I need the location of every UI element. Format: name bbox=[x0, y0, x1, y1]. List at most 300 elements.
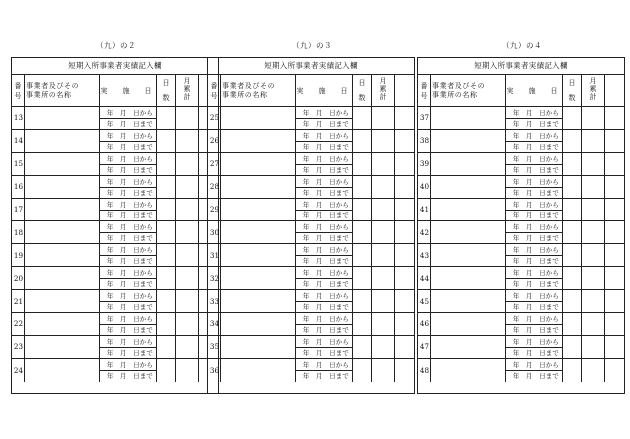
monthly-total-cell[interactable] bbox=[372, 176, 395, 198]
table-row bbox=[208, 199, 414, 222]
business-name-cell[interactable] bbox=[431, 176, 506, 198]
business-name-cell[interactable] bbox=[25, 176, 100, 198]
header-days bbox=[353, 75, 372, 106]
row-number: 16 bbox=[12, 176, 25, 198]
date-from-field[interactable]: 年 月 日から bbox=[100, 107, 156, 119]
business-name-cell[interactable] bbox=[431, 107, 506, 129]
monthly-total-cell[interactable] bbox=[372, 244, 395, 266]
date-to-field[interactable]: 年 月 日まで bbox=[106, 165, 153, 174]
blank-cell[interactable] bbox=[605, 176, 624, 198]
date-to-field[interactable]: 年 月 日まで bbox=[302, 372, 349, 381]
days-cell[interactable] bbox=[353, 199, 372, 221]
blank-cell[interactable] bbox=[395, 221, 414, 243]
table-row bbox=[208, 336, 414, 359]
date-from-field[interactable]: 年 月 日から bbox=[296, 313, 352, 325]
header-business-name bbox=[431, 75, 506, 106]
implementation-date-cell bbox=[100, 130, 157, 152]
date-from-field[interactable]: 年 月 日から bbox=[100, 244, 156, 256]
monthly-total-cell[interactable] bbox=[176, 244, 199, 266]
row-number: 32 bbox=[208, 267, 221, 289]
table-row bbox=[12, 199, 218, 222]
days-cell[interactable] bbox=[563, 244, 582, 266]
date-from-field[interactable]: 年 月 日から bbox=[100, 359, 156, 371]
monthly-total-cell[interactable] bbox=[582, 130, 605, 152]
table-body bbox=[208, 107, 414, 382]
days-cell[interactable] bbox=[563, 313, 582, 335]
table-header bbox=[208, 75, 414, 107]
days-cell[interactable] bbox=[563, 130, 582, 152]
business-name-cell[interactable] bbox=[221, 221, 296, 243]
blank-cell[interactable] bbox=[395, 336, 414, 358]
days-cell[interactable] bbox=[157, 290, 176, 312]
monthly-total-cell[interactable] bbox=[582, 359, 605, 382]
monthly-total-cell[interactable] bbox=[176, 199, 199, 221]
header-month-char: 計 bbox=[183, 93, 191, 101]
business-name-cell[interactable] bbox=[25, 359, 100, 382]
table-row bbox=[12, 267, 218, 290]
date-from-field[interactable]: 年 月 日から bbox=[100, 221, 156, 233]
days-cell[interactable] bbox=[157, 221, 176, 243]
blank-cell[interactable] bbox=[605, 336, 624, 358]
date-from-field[interactable]: 年 月 日から bbox=[506, 199, 562, 211]
header-implementation-date: 実 施 日 bbox=[506, 75, 563, 106]
business-name-cell[interactable] bbox=[25, 107, 100, 129]
row-number: 38 bbox=[418, 130, 431, 152]
monthly-total-cell[interactable] bbox=[176, 153, 199, 175]
record-table bbox=[207, 57, 415, 394]
business-name-cell[interactable] bbox=[221, 290, 296, 312]
date-from-field[interactable]: 年 月 日から bbox=[296, 244, 352, 256]
business-name-cell[interactable] bbox=[431, 221, 506, 243]
days-cell[interactable] bbox=[563, 221, 582, 243]
business-name-cell[interactable] bbox=[431, 244, 506, 266]
business-name-cell[interactable] bbox=[431, 313, 506, 335]
days-cell[interactable] bbox=[563, 107, 582, 129]
monthly-total-cell[interactable] bbox=[176, 336, 199, 358]
days-cell[interactable] bbox=[563, 359, 582, 382]
monthly-total-cell[interactable] bbox=[372, 107, 395, 129]
date-to-field[interactable]: 年 月 日まで bbox=[106, 119, 153, 128]
implementation-date-cell bbox=[100, 199, 157, 221]
monthly-total-cell[interactable] bbox=[176, 176, 199, 198]
table-row bbox=[418, 359, 624, 382]
date-from-field[interactable]: 年 月 日から bbox=[296, 336, 352, 348]
days-cell[interactable] bbox=[353, 359, 372, 382]
date-from-field[interactable]: 年 月 日から bbox=[100, 267, 156, 279]
header-days-char: 日 bbox=[162, 79, 170, 87]
date-from-field[interactable]: 年 月 日から bbox=[296, 290, 352, 302]
monthly-total-cell[interactable] bbox=[582, 267, 605, 289]
blank-cell[interactable] bbox=[395, 130, 414, 152]
days-cell[interactable] bbox=[563, 267, 582, 289]
row-number: 27 bbox=[208, 153, 221, 175]
days-cell[interactable] bbox=[157, 359, 176, 382]
date-to-field[interactable]: 年 月 日まで bbox=[106, 372, 153, 381]
business-name-cell[interactable] bbox=[221, 267, 296, 289]
table-row bbox=[418, 130, 624, 153]
implementation-date-cell bbox=[100, 107, 157, 129]
date-from-field[interactable]: 年 月 日から bbox=[296, 153, 352, 165]
business-name-cell[interactable] bbox=[221, 313, 296, 335]
monthly-total-cell[interactable] bbox=[582, 176, 605, 198]
date-to-field[interactable]: 年 月 日まで bbox=[512, 325, 559, 334]
row-number: 40 bbox=[418, 176, 431, 198]
days-cell[interactable] bbox=[157, 153, 176, 175]
date-from-field[interactable]: 年 月 日から bbox=[506, 130, 562, 142]
monthly-total-cell[interactable] bbox=[372, 221, 395, 243]
monthly-total-cell[interactable] bbox=[176, 290, 199, 312]
date-to-field[interactable]: 年 月 日まで bbox=[302, 234, 349, 243]
header-days bbox=[157, 75, 176, 106]
date-to-field[interactable]: 年 月 日まで bbox=[512, 280, 559, 289]
days-cell[interactable] bbox=[563, 290, 582, 312]
table-row bbox=[418, 107, 624, 130]
date-to-field[interactable]: 年 月 日まで bbox=[106, 303, 153, 312]
table-title: 短期入所事業者実績記入欄 bbox=[208, 58, 414, 75]
monthly-total-cell[interactable] bbox=[372, 267, 395, 289]
header-name-line: 事業者及びその bbox=[222, 81, 276, 90]
date-from-field[interactable]: 年 月 日から bbox=[506, 313, 562, 325]
implementation-date-cell bbox=[296, 244, 353, 266]
monthly-total-cell[interactable] bbox=[582, 107, 605, 129]
implementation-date-cell bbox=[296, 313, 353, 335]
header-name-line: 事業者及びその bbox=[26, 81, 80, 90]
days-cell[interactable] bbox=[353, 244, 372, 266]
date-to-field[interactable]: 年 月 日まで bbox=[512, 234, 559, 243]
header-implementation-date: 実 施 日 bbox=[296, 75, 353, 106]
header-number-char: 番 bbox=[14, 81, 22, 90]
blank-cell[interactable] bbox=[395, 199, 414, 221]
date-from-field[interactable]: 年 月 日から bbox=[506, 221, 562, 233]
days-cell[interactable] bbox=[353, 336, 372, 358]
monthly-total-cell[interactable] bbox=[372, 130, 395, 152]
monthly-total-cell[interactable] bbox=[372, 313, 395, 335]
date-from-field[interactable]: 年 月 日から bbox=[506, 336, 562, 348]
business-name-cell[interactable] bbox=[221, 107, 296, 129]
date-to-field[interactable]: 年 月 日まで bbox=[106, 348, 153, 357]
row-number: 21 bbox=[12, 290, 25, 312]
row-number: 41 bbox=[418, 199, 431, 221]
business-name-cell[interactable] bbox=[221, 176, 296, 198]
blank-cell[interactable] bbox=[395, 244, 414, 266]
days-cell[interactable] bbox=[157, 130, 176, 152]
monthly-total-cell[interactable] bbox=[176, 359, 199, 382]
header-days-char: 数 bbox=[162, 94, 170, 102]
table-row bbox=[12, 336, 218, 359]
date-to-field[interactable]: 年 月 日まで bbox=[512, 142, 559, 151]
table-row bbox=[12, 290, 218, 313]
panel-caption: （九）の３ bbox=[292, 41, 332, 50]
blank-cell[interactable] bbox=[605, 130, 624, 152]
date-from-field[interactable]: 年 月 日から bbox=[506, 267, 562, 279]
date-to-field[interactable]: 年 月 日まで bbox=[512, 372, 559, 381]
business-name-cell[interactable] bbox=[221, 359, 296, 382]
date-to-field[interactable]: 年 月 日まで bbox=[512, 303, 559, 312]
date-to-field[interactable]: 年 月 日まで bbox=[512, 348, 559, 357]
business-name-cell[interactable] bbox=[25, 290, 100, 312]
implementation-date-cell bbox=[506, 221, 563, 243]
implementation-date-cell bbox=[296, 199, 353, 221]
header-days bbox=[563, 75, 582, 106]
monthly-total-cell[interactable] bbox=[372, 336, 395, 358]
row-number: 42 bbox=[418, 221, 431, 243]
business-name-cell[interactable] bbox=[25, 267, 100, 289]
business-name-cell[interactable] bbox=[431, 199, 506, 221]
days-cell[interactable] bbox=[157, 199, 176, 221]
blank-cell[interactable] bbox=[395, 107, 414, 129]
date-to-field[interactable]: 年 月 日まで bbox=[106, 188, 153, 197]
monthly-total-cell[interactable] bbox=[372, 153, 395, 175]
row-number: 28 bbox=[208, 176, 221, 198]
table-row bbox=[208, 244, 414, 267]
blank-cell[interactable] bbox=[395, 313, 414, 335]
days-cell[interactable] bbox=[353, 221, 372, 243]
date-from-field[interactable]: 年 月 日から bbox=[506, 153, 562, 165]
date-from-field[interactable]: 年 月 日から bbox=[296, 221, 352, 233]
table-row bbox=[208, 153, 414, 176]
table-row bbox=[208, 130, 414, 153]
table-row bbox=[12, 359, 218, 382]
monthly-total-cell[interactable] bbox=[176, 221, 199, 243]
date-to-field[interactable]: 年 月 日まで bbox=[106, 234, 153, 243]
days-cell[interactable] bbox=[157, 107, 176, 129]
monthly-total-cell[interactable] bbox=[582, 153, 605, 175]
business-name-cell[interactable] bbox=[221, 199, 296, 221]
date-from-field[interactable]: 年 月 日から bbox=[506, 359, 562, 371]
date-from-field[interactable]: 年 月 日から bbox=[100, 199, 156, 211]
table-header bbox=[418, 75, 624, 107]
row-number: 33 bbox=[208, 290, 221, 312]
table-body bbox=[418, 107, 624, 382]
date-from-field[interactable]: 年 月 日から bbox=[100, 130, 156, 142]
days-cell[interactable] bbox=[353, 290, 372, 312]
business-name-cell[interactable] bbox=[431, 130, 506, 152]
business-name-cell[interactable] bbox=[431, 267, 506, 289]
business-name-cell[interactable] bbox=[221, 130, 296, 152]
date-from-field[interactable]: 年 月 日から bbox=[296, 176, 352, 188]
date-to-field[interactable]: 年 月 日まで bbox=[106, 211, 153, 220]
table-row bbox=[208, 313, 414, 336]
implementation-date-cell bbox=[296, 130, 353, 152]
header-number-char: 号 bbox=[420, 91, 428, 100]
monthly-total-cell[interactable] bbox=[582, 336, 605, 358]
date-to-field[interactable]: 年 月 日まで bbox=[512, 165, 559, 174]
implementation-date-cell bbox=[100, 267, 157, 289]
date-to-field[interactable]: 年 月 日まで bbox=[302, 142, 349, 151]
days-cell[interactable] bbox=[157, 267, 176, 289]
monthly-total-cell[interactable] bbox=[176, 267, 199, 289]
business-name-cell[interactable] bbox=[431, 336, 506, 358]
date-to-field[interactable]: 年 月 日まで bbox=[106, 257, 153, 266]
days-cell[interactable] bbox=[157, 176, 176, 198]
row-number: 26 bbox=[208, 130, 221, 152]
implementation-date-cell bbox=[100, 221, 157, 243]
implementation-date-cell bbox=[100, 313, 157, 335]
date-from-field[interactable]: 年 月 日から bbox=[100, 153, 156, 165]
table-row bbox=[418, 176, 624, 199]
header-monthly-total bbox=[176, 75, 199, 106]
date-to-field[interactable]: 年 月 日まで bbox=[512, 188, 559, 197]
record-table bbox=[11, 57, 219, 394]
table-row bbox=[208, 267, 414, 290]
header-number-char: 番 bbox=[420, 81, 428, 90]
implementation-date-cell bbox=[506, 336, 563, 358]
date-from-field[interactable]: 年 月 日から bbox=[506, 107, 562, 119]
date-to-field[interactable]: 年 月 日まで bbox=[302, 280, 349, 289]
monthly-total-cell[interactable] bbox=[176, 313, 199, 335]
header-name-line: 事業所の名称 bbox=[432, 90, 478, 99]
days-cell[interactable] bbox=[563, 199, 582, 221]
date-to-field[interactable]: 年 月 日まで bbox=[302, 211, 349, 220]
monthly-total-cell[interactable] bbox=[176, 107, 199, 129]
implementation-date-cell bbox=[100, 153, 157, 175]
header-month-char: 計 bbox=[379, 93, 387, 101]
row-number: 20 bbox=[12, 267, 25, 289]
implementation-date-cell bbox=[506, 130, 563, 152]
business-name-cell[interactable] bbox=[221, 336, 296, 358]
date-from-field[interactable]: 年 月 日から bbox=[100, 290, 156, 302]
blank-cell[interactable] bbox=[395, 267, 414, 289]
blank-cell[interactable] bbox=[395, 290, 414, 312]
row-number: 14 bbox=[12, 130, 25, 152]
header-name-line: 事業所の名称 bbox=[222, 90, 268, 99]
date-from-field[interactable]: 年 月 日から bbox=[506, 244, 562, 256]
blank-cell[interactable] bbox=[395, 176, 414, 198]
date-to-field[interactable]: 年 月 日まで bbox=[302, 188, 349, 197]
header-month-char: 累 bbox=[379, 85, 387, 93]
monthly-total-cell[interactable] bbox=[372, 290, 395, 312]
days-cell[interactable] bbox=[353, 130, 372, 152]
row-number: 13 bbox=[12, 107, 25, 129]
table-row bbox=[12, 107, 218, 130]
blank-cell[interactable] bbox=[605, 244, 624, 266]
row-number: 48 bbox=[418, 359, 431, 382]
days-cell[interactable] bbox=[353, 267, 372, 289]
header-number bbox=[208, 75, 221, 106]
blank-cell[interactable] bbox=[395, 153, 414, 175]
business-name-cell[interactable] bbox=[25, 221, 100, 243]
monthly-total-cell[interactable] bbox=[582, 313, 605, 335]
blank-cell[interactable] bbox=[605, 199, 624, 221]
table-row bbox=[418, 290, 624, 313]
days-cell[interactable] bbox=[157, 244, 176, 266]
blank-cell[interactable] bbox=[605, 267, 624, 289]
business-name-cell[interactable] bbox=[431, 153, 506, 175]
date-from-field[interactable]: 年 月 日から bbox=[506, 176, 562, 188]
date-from-field[interactable]: 年 月 日から bbox=[296, 199, 352, 211]
table-row bbox=[208, 290, 414, 313]
implementation-date-cell bbox=[506, 153, 563, 175]
date-from-field[interactable]: 年 月 日から bbox=[296, 107, 352, 119]
date-to-field[interactable]: 年 月 日まで bbox=[106, 142, 153, 151]
date-to-field[interactable]: 年 月 日まで bbox=[106, 280, 153, 289]
header-name-line: 事業所の名称 bbox=[26, 90, 72, 99]
row-number: 17 bbox=[12, 199, 25, 221]
header-business-name bbox=[25, 75, 100, 106]
monthly-total-cell[interactable] bbox=[372, 359, 395, 382]
business-name-cell[interactable] bbox=[431, 359, 506, 382]
row-number: 47 bbox=[418, 336, 431, 358]
business-name-cell[interactable] bbox=[25, 313, 100, 335]
header-days-char: 数 bbox=[358, 94, 366, 102]
days-cell[interactable] bbox=[353, 153, 372, 175]
row-number: 44 bbox=[418, 267, 431, 289]
business-name-cell[interactable] bbox=[25, 199, 100, 221]
row-number: 39 bbox=[418, 153, 431, 175]
monthly-total-cell[interactable] bbox=[582, 290, 605, 312]
date-to-field[interactable]: 年 月 日まで bbox=[302, 119, 349, 128]
blank-cell[interactable] bbox=[605, 313, 624, 335]
date-from-field[interactable]: 年 月 日から bbox=[100, 176, 156, 188]
business-name-cell[interactable] bbox=[25, 336, 100, 358]
monthly-total-cell[interactable] bbox=[582, 199, 605, 221]
date-to-field[interactable]: 年 月 日まで bbox=[302, 325, 349, 334]
business-name-cell[interactable] bbox=[221, 244, 296, 266]
implementation-date-cell bbox=[506, 244, 563, 266]
days-cell[interactable] bbox=[157, 313, 176, 335]
monthly-total-cell[interactable] bbox=[582, 221, 605, 243]
date-to-field[interactable]: 年 月 日まで bbox=[512, 257, 559, 266]
days-cell[interactable] bbox=[563, 176, 582, 198]
days-cell[interactable] bbox=[353, 176, 372, 198]
date-to-field[interactable]: 年 月 日まで bbox=[302, 303, 349, 312]
date-to-field[interactable]: 年 月 日まで bbox=[512, 211, 559, 220]
blank-cell[interactable] bbox=[605, 290, 624, 312]
date-to-field[interactable]: 年 月 日まで bbox=[302, 348, 349, 357]
business-name-cell[interactable] bbox=[25, 153, 100, 175]
days-cell[interactable] bbox=[563, 336, 582, 358]
monthly-total-cell[interactable] bbox=[582, 244, 605, 266]
panel-caption: （九）の２ bbox=[96, 41, 136, 50]
blank-cell[interactable] bbox=[605, 107, 624, 129]
row-number: 34 bbox=[208, 313, 221, 335]
header-month-char: 月 bbox=[589, 77, 597, 85]
date-to-field[interactable]: 年 月 日まで bbox=[512, 119, 559, 128]
date-from-field[interactable]: 年 月 日から bbox=[296, 130, 352, 142]
business-name-cell[interactable] bbox=[25, 130, 100, 152]
monthly-total-cell[interactable] bbox=[176, 130, 199, 152]
date-to-field[interactable]: 年 月 日まで bbox=[302, 257, 349, 266]
blank-cell[interactable] bbox=[395, 359, 414, 382]
days-cell[interactable] bbox=[353, 313, 372, 335]
implementation-date-cell bbox=[296, 336, 353, 358]
implementation-date-cell bbox=[100, 336, 157, 358]
date-from-field[interactable]: 年 月 日から bbox=[100, 313, 156, 325]
date-from-field[interactable]: 年 月 日から bbox=[506, 290, 562, 302]
business-name-cell[interactable] bbox=[431, 290, 506, 312]
row-number: 30 bbox=[208, 221, 221, 243]
row-number: 35 bbox=[208, 336, 221, 358]
date-from-field[interactable]: 年 月 日から bbox=[296, 359, 352, 371]
days-cell[interactable] bbox=[157, 336, 176, 358]
date-from-field[interactable]: 年 月 日から bbox=[100, 336, 156, 348]
implementation-date-cell bbox=[296, 359, 353, 382]
date-from-field[interactable]: 年 月 日から bbox=[296, 267, 352, 279]
date-to-field[interactable]: 年 月 日まで bbox=[302, 165, 349, 174]
business-name-cell[interactable] bbox=[25, 244, 100, 266]
days-cell[interactable] bbox=[563, 153, 582, 175]
table-row bbox=[208, 359, 414, 382]
business-name-cell[interactable] bbox=[221, 153, 296, 175]
blank-cell[interactable] bbox=[605, 153, 624, 175]
monthly-total-cell[interactable] bbox=[372, 199, 395, 221]
blank-cell[interactable] bbox=[605, 359, 624, 382]
blank-cell[interactable] bbox=[605, 221, 624, 243]
header-number bbox=[418, 75, 431, 106]
implementation-date-cell bbox=[100, 244, 157, 266]
date-to-field[interactable]: 年 月 日まで bbox=[106, 325, 153, 334]
days-cell[interactable] bbox=[353, 107, 372, 129]
